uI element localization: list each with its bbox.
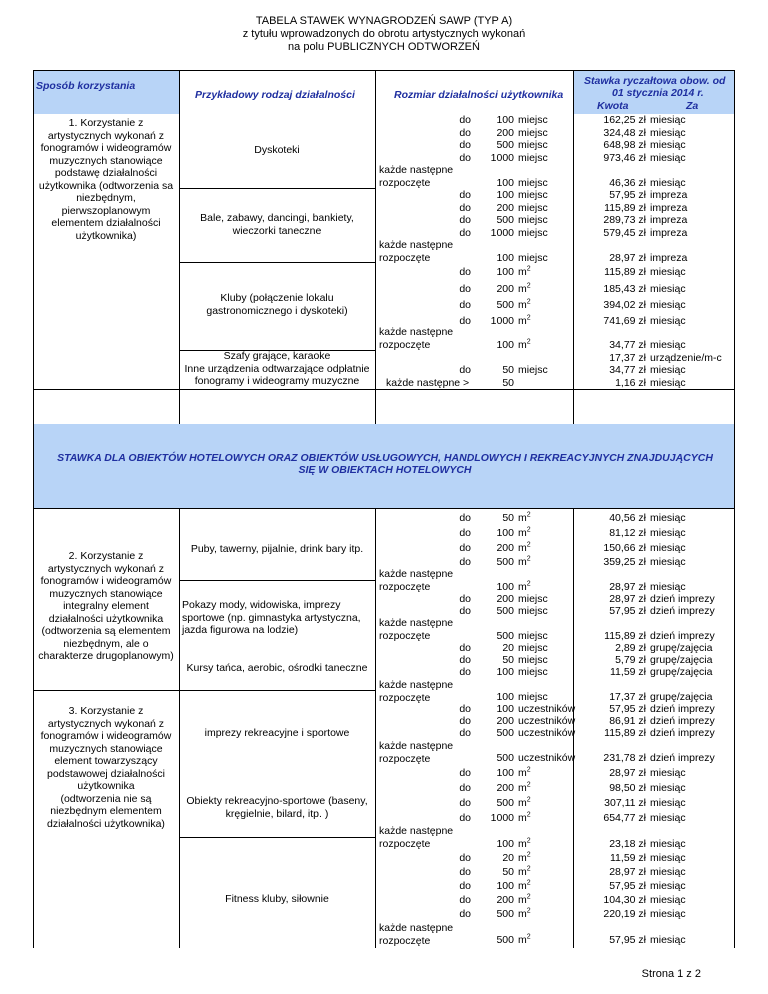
kazde-text: każde następne [379,164,454,176]
rozpoczete-text: rozpoczęte [379,176,431,189]
col-header-rodzaj: Przykładowy rodzaj działalności [195,89,355,101]
rozpoczete-text: rozpoczęte [379,934,431,947]
rate-amount: 57,95 zł [609,934,646,946]
range-unit: $m^2$ [518,338,531,351]
range-unit: $m^2$ [518,865,531,878]
rate-amount: 741,69 zł [603,315,646,327]
hotel-banner-text: STAWKA DLA OBIEKTÓW HOTELOWYCH ORAZ OBIEKTÓW USŁUGOWYCH, HANDLOWYCH I REKREACYJNYCH ZNAJDUJĄCYCH SIĘ W OBIEKTACH HOTELOWYCH [57,452,713,476]
kazde-text: każde następne [379,326,454,338]
range-value: 500 [496,299,514,311]
rate-amount: 17,37 zł [609,351,646,364]
rate-row [0,127,768,140]
rate-period: impreza [650,226,688,239]
range-do: do [459,542,471,554]
table-border-right [734,424,735,508]
rozpoczete-text: rozpoczęte [379,580,431,593]
rate-amount: 973,46 zł [603,151,646,164]
range-do: do [459,266,471,278]
range-value: 500 [496,630,514,642]
rate-amount: 654,77 zł [603,812,646,824]
rate-row [0,214,768,227]
rozpoczete-text: rozpoczęte [379,752,431,765]
rate-period: miesiąc [650,797,686,809]
rate-period: miesiąc [650,880,686,892]
range-do: do [459,189,471,201]
rate-amount: 11,59 zł [610,666,646,678]
range-unit: $m^2$ [518,796,531,809]
range-do: do [459,214,471,226]
range-do: do [459,852,471,864]
rate-row [0,299,768,312]
range-value: 500 [496,556,514,568]
rate-amount: 185,43 zł [603,283,646,295]
rate-amount: 46,36 zł [609,176,646,189]
rate-period: miesiąc [650,376,686,389]
rate-row [0,227,768,240]
range-do: do [459,642,471,654]
doc-subtitle: z tytułu wprowadzonych do obrotu artystycznych wykonań [242,28,526,40]
range-value: 200 [496,201,514,214]
range-value: 20 [502,852,514,864]
kazde-text: każde następne [379,825,454,837]
rate-row [0,152,768,165]
range-do: do [459,315,471,327]
col-header-sposob-bg [33,70,179,114]
range-value: 20 [502,642,514,654]
range-value: 100 [496,176,514,189]
rate-period: miesiąc [650,299,686,311]
range-unit: uczestników [518,727,576,739]
rate-row [0,352,768,365]
range-do: do [459,715,471,727]
rodzaj-obiekty: Obiekty rekreacyjno-sportowe (baseny, kręgielnie, bilard, itp. ) [186,795,368,820]
range-unit: uczestników [518,703,576,715]
rate-amount: 86,91 zł [609,715,646,727]
rate-amount: 2,89 zł [615,642,646,654]
rate-amount: 11,59 zł [610,852,646,864]
section1-sposob: 1. Korzystanie z artystycznych wykonań z fonogramów i wideogramów muzycznych stanowiące podstawę działalności użytkownika (odtworzenia sa niezbędnym, pierwszoplanowym elementem działalności użytkownika) [38,117,174,242]
rate-period: miesiąc [650,339,686,351]
range-do: do [459,299,471,311]
rate-period: dzień imprezy [650,715,715,727]
range-unit: $m^2$ [518,893,531,906]
rate-amount: 359,25 zł [603,556,646,568]
rate-period: miesiąc [650,126,686,139]
rate-amount: 28,97 zł [609,767,646,779]
range-value: 500 [496,908,514,920]
rate-amount: 648,98 zł [603,139,646,151]
range-unit: $m^2$ [518,851,531,864]
range-value: 50 [502,512,514,524]
rate-amount: 28,97 zł [609,593,646,605]
range-value: 50 [502,364,514,376]
range-value: 100 [496,581,514,593]
rate-row [0,666,768,679]
col-header-stawka-date: 01 stycznia 2014 r. [612,87,704,99]
rodzaj-kursy: Kursy tańca, aerobic, ośrodki taneczne [186,662,368,674]
rate-period: grupę/zajęcia [650,666,713,678]
rate-amount: 57,95 zł [609,880,646,892]
range-value: 500 [496,797,514,809]
range-value: 500 [496,752,514,764]
range-do: do [459,512,471,524]
range-unit: miejsc [518,201,548,214]
rate-row [0,364,768,377]
col-header-rozmiar: Rozmiar działalności użytkownika [394,89,564,101]
rate-amount: 324,48 zł [603,126,646,139]
kazde-gt-text: każde następne > [386,376,470,389]
rate-row [0,139,768,152]
range-value: 200 [496,126,514,139]
section2-sposob: 2. Korzystanie z artystycznych wykonań z fonogramów i wideogramów muzycznych stanowiące integralny element działalności użytkownika (odtworzenia są elementem niezbędnym, ale o charakterze drugoplanowym) [38,550,174,662]
rodzaj-puby: Puby, tawerny, pijalnie, drink bary itp. [190,543,364,555]
rate-row [0,542,768,555]
table-border-top [33,70,735,71]
rate-amount: 98,50 zł [609,782,646,794]
range-do: do [459,908,471,920]
rate-period: urządzenie/m-c [650,351,722,364]
rate-period: miesiąc [650,556,686,568]
rate-period: dzień imprezy [650,727,715,739]
rate-period: grupę/zajęcia [650,654,713,666]
range-unit: $m^2$ [518,314,531,327]
range-do: do [459,283,471,295]
rodzaj-szafy: Szafy grające, karaoke Inne urządzenia odtwarzające odpłatnie fonogramy i wideogramy muzyczne [184,350,370,387]
row-divider [33,389,735,390]
rodzaj-dyskoteki: Dyskoteki [254,144,300,156]
range-unit: $m^2$ [518,879,531,892]
rate-amount: 115,89 zł [604,630,646,642]
rate-amount: 23,18 zł [609,838,646,850]
range-value: 100 [496,880,514,892]
rate-amount: 220,19 zł [603,908,646,920]
rate-amount: 57,95 zł [609,189,646,201]
range-do: do [459,666,471,678]
range-do: do [459,894,471,906]
rate-row [0,894,768,907]
rate-row [0,556,768,569]
rate-amount: 17,37 zł [609,691,646,703]
range-unit: uczestników [518,715,576,727]
rate-amount: 34,77 zł [609,339,646,351]
range-value: 200 [496,715,514,727]
range-unit: $m^2$ [518,265,531,278]
rate-amount: 57,95 zł [609,703,646,715]
range-do: do [459,782,471,794]
range-unit: miejsc [518,226,548,239]
rate-period: impreza [650,189,688,201]
range-unit: miejsc [518,251,548,264]
rozpoczete-text: rozpoczęte [379,338,431,351]
kazde-text: każde następne [379,740,454,752]
rate-period: impreza [650,201,688,214]
range-do: do [459,866,471,878]
range-unit: miejsc [518,605,548,617]
rate-period: miesiąc [650,542,686,554]
range-unit: $m^2$ [518,766,531,779]
rate-row [0,812,768,825]
rate-period: miesiąc [650,283,686,295]
rate-row [0,642,768,655]
rodzaj-kluby: Kluby (połączenie lokalu gastronomicznego i dyskoteki) [206,292,348,317]
table-border-left [33,424,34,508]
rate-period: miesiąc [650,852,686,864]
range-do: do [459,201,471,214]
range-value: 200 [496,593,514,605]
rate-period: miesiąc [650,176,686,189]
range-do: do [459,114,471,126]
range-value: 100 [496,691,514,703]
range-unit: $m^2$ [518,811,531,824]
rate-period: dzień imprezy [650,630,715,642]
rate-amount: 40,56 zł [609,512,646,524]
rate-period: miesiąc [650,581,686,593]
range-do: do [459,126,471,139]
range-unit: miejsc [518,364,548,376]
rate-period: miesiąc [650,838,686,850]
range-do: do [459,605,471,617]
range-value: 500 [496,214,514,226]
rate-row [0,266,768,279]
range-value: 100 [496,527,514,539]
range-unit: $m^2$ [518,282,531,295]
doc-subtitle-2: na polu PUBLICZNYCH ODTWORZEŃ [288,41,480,53]
rate-period: impreza [650,214,688,226]
rate-amount: 1,16 zł [615,376,646,389]
rozpoczete-text: rozpoczęte [379,251,431,264]
range-value: 500 [496,934,514,946]
rate-period: grupę/zajęcia [650,642,713,654]
rate-amount: 150,66 zł [603,542,646,554]
rate-amount: 104,30 zł [603,894,646,906]
range-unit: $m^2$ [518,555,531,568]
range-value: 100 [496,114,514,126]
rate-amount: 34,77 zł [609,364,646,376]
rate-row [0,797,768,810]
rate-amount: 57,95 zł [609,605,646,617]
rate-row [0,593,768,606]
range-unit: miejsc [518,176,548,189]
range-unit: $m^2$ [518,907,531,920]
range-value: 100 [496,666,514,678]
range-value: 100 [496,703,514,715]
rate-row [0,512,768,525]
col-header-za: Za [686,100,699,112]
section3-sposob: 3. Korzystanie z artystycznych wykonań z fonogramów i wideogramów muzycznych stanowiące element towarzyszący podstawowej działalności użytkownika (odtworzenia nie są niezbędnym elementem działalności użytkownika) [40,705,172,830]
range-do: do [459,880,471,892]
range-unit: $m^2$ [518,837,531,850]
range-unit: $m^2$ [518,781,531,794]
range-value: 100 [496,251,514,264]
rodzaj-pokazy: Pokazy mody, widowiska, imprezy sportowe (np. gimnastyka artystyczna, jazda figurowa na lodzie) [182,599,361,636]
range-do: do [459,556,471,568]
rate-row [0,866,768,879]
range-unit: miejsc [518,189,548,201]
rate-row [0,782,768,795]
range-do: do [459,812,471,824]
kazde-text: każde następne [379,568,454,580]
range-unit: $m^2$ [518,933,531,946]
rate-row [0,605,768,618]
rate-row [0,727,768,740]
range-do: do [459,139,471,151]
range-unit: miejsc [518,593,548,605]
range-unit: $m^2$ [518,541,531,554]
range-value: 1000 [490,151,514,164]
rate-row [0,189,768,202]
range-unit: miejsc [518,139,548,151]
rate-period: dzień imprezy [650,703,715,715]
rate-period: miesiąc [650,908,686,920]
row-divider [33,508,735,509]
range-do: do [459,727,471,739]
rodzaj-imprezy: imprezy rekreacyjne i sportowe [204,727,350,739]
rate-period: miesiąc [650,512,686,524]
range-value: 1000 [490,812,514,824]
range-unit: miejsc [518,642,548,654]
range-unit: miejsc [518,114,548,126]
range-unit: uczestników [518,752,576,764]
rate-period: miesiąc [650,527,686,539]
range-value: 500 [496,605,514,617]
range-value: 500 [496,727,514,739]
range-do: do [459,797,471,809]
rozpoczete-text: rozpoczęte [379,837,431,850]
range-unit: miejsc [518,630,548,642]
range-do: do [459,527,471,539]
rozpoczete-text: rozpoczęte [379,629,431,642]
rate-period: grupę/zajęcia [650,691,713,703]
col-header-sposob: Sposób korzystania [36,80,136,92]
range-value: 1000 [490,315,514,327]
range-value: 100 [496,339,514,351]
rate-amount: 394,02 zł [603,299,646,311]
range-value: 100 [496,767,514,779]
rate-period: impreza [650,251,688,264]
range-do: do [459,767,471,779]
rate-period: dzień imprezy [650,752,715,764]
rate-period: miesiąc [650,151,686,164]
range-do: do [459,703,471,715]
range-unit: miejsc [518,214,548,226]
kazde-text: każde następne [379,922,454,934]
range-do: do [459,654,471,666]
range-value: 50 [502,654,514,666]
rate-amount: 28,97 zł [609,866,646,878]
range-unit: miejsc [518,126,548,139]
rate-period: miesiąc [650,266,686,278]
rate-period: miesiąc [650,866,686,878]
rate-amount: 307,11 zł [604,797,646,809]
kazde-text: każde następne [379,617,454,629]
range-unit: miejsc [518,691,548,703]
range-unit: $m^2$ [518,511,531,524]
range-value: 500 [496,139,514,151]
rate-amount: 115,89 zł [604,266,646,278]
range-unit: $m^2$ [518,580,531,593]
rate-amount: 81,12 zł [609,527,646,539]
rate-amount: 115,89 zł [604,727,646,739]
range-do: do [459,226,471,239]
rate-row [0,654,768,667]
rate-amount: 162,25 zł [603,114,646,126]
range-unit: $m^2$ [518,526,531,539]
range-unit: miejsc [518,151,548,164]
kazde-text: każde następne [379,239,454,251]
rate-period: miesiąc [650,364,686,376]
range-unit: miejsc [518,666,548,678]
rodzaj-bale: Bale, zabawy, dancingi, bankiety, wieczorki taneczne [200,212,354,237]
range-value: 200 [496,542,514,554]
rate-row [0,715,768,728]
rate-period: miesiąc [650,767,686,779]
range-value: 100 [496,838,514,850]
rate-amount: 115,89 zł [604,201,646,214]
rate-amount: 5,79 zł [615,654,646,666]
range-value: 50 [502,376,514,389]
range-value: 1000 [490,226,514,239]
range-do: do [459,364,471,376]
range-unit: miejsc [518,654,548,666]
rate-period: miesiąc [650,934,686,946]
col-header-kwota: Kwota [597,100,629,112]
rate-period: dzień imprezy [650,605,715,617]
rate-period: miesiąc [650,812,686,824]
range-value: 200 [496,782,514,794]
rate-period: dzień imprezy [650,593,715,605]
rate-amount: 28,97 zł [609,251,646,264]
rate-amount: 289,73 zł [603,214,646,226]
rodzaj-fitness: Fitness kluby, siłownie [225,893,329,905]
rate-amount: 579,45 zł [603,226,646,239]
range-value: 50 [502,866,514,878]
range-value: 200 [496,283,514,295]
rate-amount: 231,78 zł [603,752,646,764]
rate-row [0,703,768,716]
rate-row [0,202,768,215]
page-number: Strona 1 z 2 [641,968,701,980]
range-do: do [459,151,471,164]
range-value: 100 [496,189,514,201]
rate-period: miesiąc [650,782,686,794]
range-value: 200 [496,894,514,906]
range-unit: $m^2$ [518,298,531,311]
rate-row [0,880,768,893]
doc-title: TABELA STAWEK WYNAGRODZEŃ SAWP (TYP A) [255,15,513,27]
rate-row [0,852,768,865]
rate-period: miesiąc [650,894,686,906]
rate-row [0,283,768,296]
range-value: 100 [496,266,514,278]
rozpoczete-text: rozpoczęte [379,691,431,704]
rate-amount: 28,97 zł [609,581,646,593]
rate-row [0,767,768,780]
col-header-stawka: Stawka ryczałtowa obow. od [584,75,726,87]
rate-row [0,908,768,921]
rate-period: miesiąc [650,315,686,327]
rate-period: miesiąc [650,114,686,126]
rate-row [0,377,768,390]
kazde-text: każde następne [379,679,454,691]
rate-row [0,527,768,540]
rate-period: miesiąc [650,139,686,151]
range-do: do [459,593,471,605]
rate-row [0,114,768,127]
